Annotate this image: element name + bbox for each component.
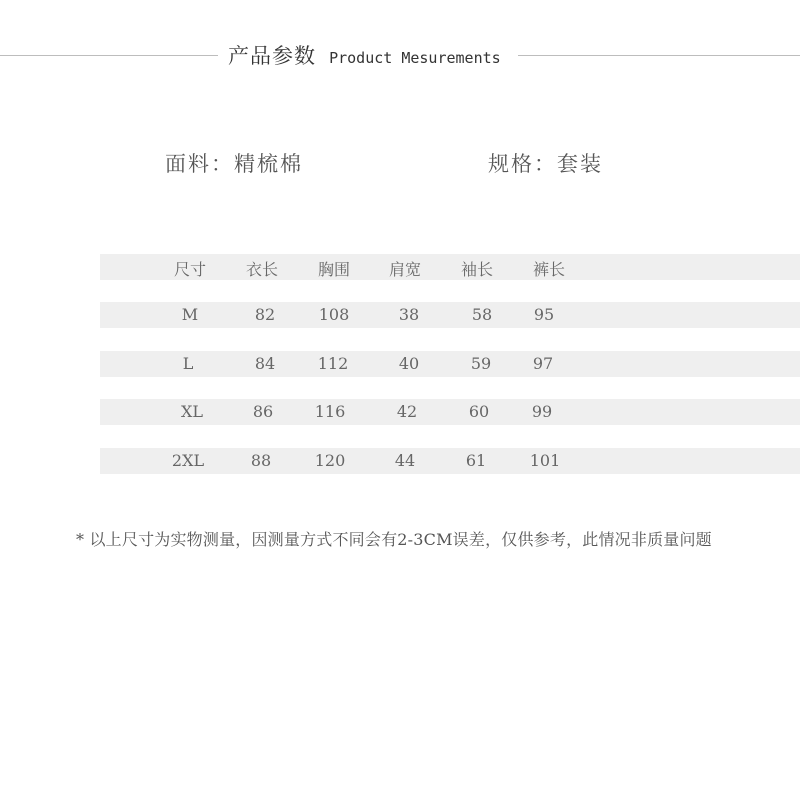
measurement-note: * 以上尺寸为实物测量，因测量方式不同会有2-3CM误差，仅供参考，此情况非质量问题 — [76, 530, 712, 549]
table-cell: L — [182, 354, 194, 373]
column-header: 胸围 — [317, 260, 351, 279]
section-header — [0, 30, 800, 80]
table-cell: 2XL — [171, 451, 205, 470]
fabric-spec: 面料：精梳棉 — [165, 152, 303, 176]
header-divider-left — [0, 55, 218, 56]
table-cell: 86 — [252, 402, 274, 421]
style-spec: 规格：套装 — [488, 152, 603, 176]
table-cell: 38 — [398, 305, 420, 324]
table-row — [100, 399, 800, 425]
table-row — [100, 448, 800, 474]
table-cell: 61 — [465, 451, 487, 470]
table-cell: 59 — [470, 354, 492, 373]
table-cell: 101 — [529, 451, 561, 470]
column-header: 袖长 — [460, 260, 494, 279]
section-title-chinese: 产品参数 — [228, 44, 316, 68]
column-header: 裤长 — [532, 260, 566, 279]
table-cell: 84 — [254, 354, 276, 373]
table-cell: 95 — [533, 305, 555, 324]
column-header: 衣长 — [245, 260, 279, 279]
table-cell: 40 — [398, 354, 420, 373]
table-cell: XL — [180, 402, 204, 421]
table-cell: 60 — [468, 402, 490, 421]
header-divider-right — [518, 55, 800, 56]
table-cell: 58 — [471, 305, 493, 324]
table-cell: 97 — [532, 354, 554, 373]
table-cell: 88 — [250, 451, 272, 470]
table-row — [100, 351, 800, 377]
table-cell: M — [181, 305, 199, 324]
table-cell: 108 — [318, 305, 350, 324]
table-header-row — [100, 254, 800, 280]
column-header: 尺寸 — [173, 260, 207, 279]
column-header: 肩宽 — [388, 260, 422, 279]
table-cell: 42 — [396, 402, 418, 421]
section-title — [228, 40, 501, 70]
table-row — [100, 302, 800, 328]
table-cell: 116 — [314, 402, 346, 421]
table-cell: 44 — [394, 451, 416, 470]
table-cell: 112 — [317, 354, 349, 373]
table-cell: 82 — [254, 305, 276, 324]
table-cell: 99 — [531, 402, 553, 421]
section-title-english: Product Mesurements — [329, 49, 501, 67]
table-cell: 120 — [314, 451, 346, 470]
